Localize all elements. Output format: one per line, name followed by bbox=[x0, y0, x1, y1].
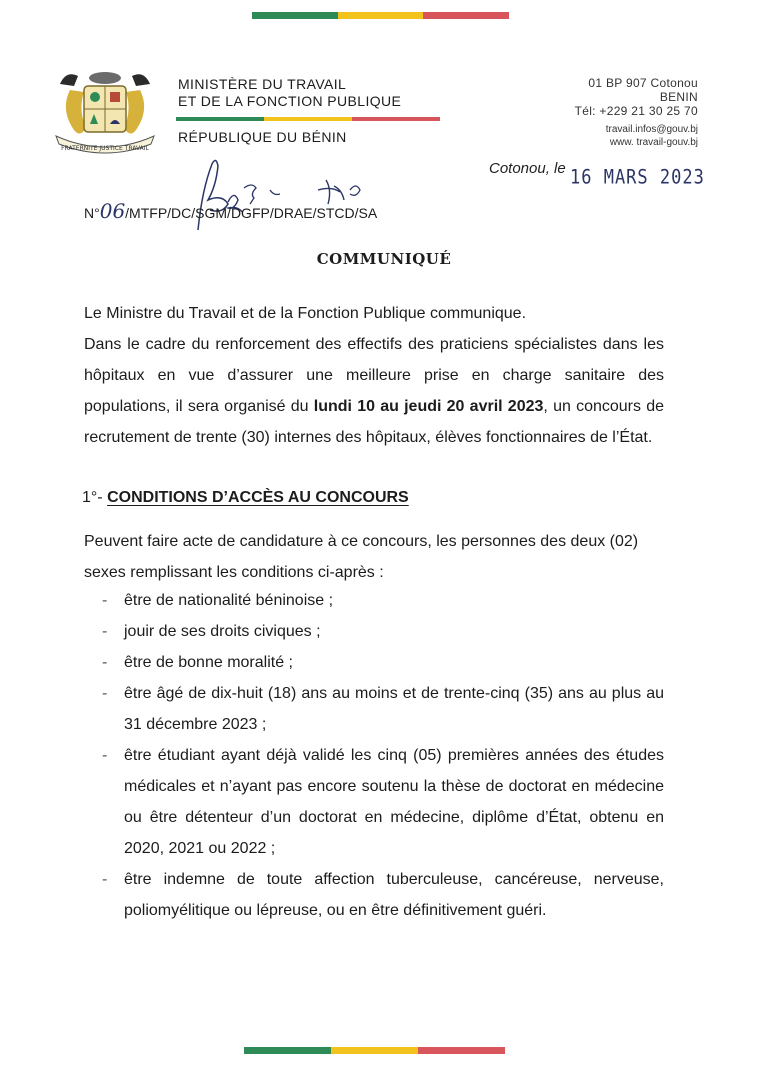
date-prefix: Cotonou, le bbox=[489, 160, 566, 177]
paragraph-before: Dans le cadre du renforcement des effectifs des praticiens spécialistes dans les hôpitaux en vue d’assurer une meilleure prise en charge sanitaire des populations, il sera organisé du bbox=[84, 336, 664, 415]
conditions-intro: Peuvent faire acte de candidature à ce concours, les personnes des deux (02) sexes remplissant les conditions ci-après : bbox=[84, 533, 639, 581]
ministry-color-rule bbox=[176, 117, 440, 121]
contact-block bbox=[575, 76, 698, 118]
intro-line: Le Ministre du Travail et de la Fonction Publique communique. bbox=[84, 305, 527, 322]
condition-text: être indemne de toute affection tuberculeuse, cancéreuse, nerveuse, poliomyélitique ou lépreuse, ou en être définitivement guéri. bbox=[124, 871, 664, 919]
list-marker: - bbox=[102, 747, 108, 764]
flag-band-bottom bbox=[244, 1047, 505, 1054]
flag-band-top bbox=[252, 12, 509, 19]
condition-text: être de bonne moralité ; bbox=[124, 654, 293, 671]
list-marker: - bbox=[102, 592, 108, 609]
paragraph-after: , un concours de recrutement de trente (30) internes des hôpitaux, élèves fonctionnaires de l’État. bbox=[84, 398, 665, 446]
conditions-list bbox=[84, 585, 664, 926]
contact-phone: Tél: +229 21 30 25 70 bbox=[574, 104, 698, 118]
list-marker: - bbox=[102, 623, 108, 640]
section-number: 1°- bbox=[82, 489, 103, 506]
list-marker: - bbox=[102, 871, 108, 888]
condition-text: être étudiant ayant déjà validé les cinq (05) premières années des études médicales et n’ayant pas encore soutenu la thèse de doctorat en médecine ou être détenteur d’un doctorat en médecine, diplôme d’État, obtenu en 2020, 2021 ou 2022 ; bbox=[124, 747, 664, 857]
reference-suffix: /MTFP/DC/SGM/DGFP/DRAE/STCD/SA bbox=[125, 205, 378, 221]
condition-text: être de nationalité béninoise ; bbox=[124, 592, 334, 609]
contact-country: BENIN bbox=[659, 90, 698, 104]
section-title: CONDITIONS D’ACCÈS AU CONCOURS bbox=[107, 489, 409, 506]
list-item bbox=[84, 740, 664, 864]
list-item bbox=[84, 678, 664, 740]
handwritten-initials bbox=[180, 150, 410, 240]
reference-handwritten-number: 06 bbox=[99, 199, 126, 223]
document-title: COMMUNIQUÉ bbox=[316, 250, 452, 268]
benin-coat-of-arms-icon bbox=[50, 64, 160, 156]
ministry-line2: ET DE LA FONCTION PUBLIQUE bbox=[178, 93, 402, 109]
condition-text: être âgé de dix-huit (18) ans au moins et de trente-cinq (35) ans au plus au 31 décembre 2023 ; bbox=[124, 685, 664, 733]
condition-text: jouir de ses droits civiques ; bbox=[124, 623, 321, 640]
contact-email: travail.infos@gouv.bj bbox=[605, 124, 698, 135]
republic-name: RÉPUBLIQUE DU BÉNIN bbox=[178, 129, 347, 145]
list-item bbox=[84, 585, 664, 616]
ministry-line1: MINISTÈRE DU TRAVAIL bbox=[178, 76, 347, 92]
main-paragraph bbox=[84, 329, 664, 453]
contact-address: 01 BP 907 Cotonou bbox=[588, 76, 698, 90]
list-item bbox=[84, 616, 664, 647]
date-stamp: 16 MARS 2023 bbox=[570, 166, 705, 189]
list-marker: - bbox=[102, 654, 108, 671]
contact-web-block bbox=[606, 123, 698, 149]
list-marker: - bbox=[102, 685, 108, 702]
ministry-name bbox=[178, 76, 401, 110]
svg-text:FRATERNITE JUSTICE TRAVAIL: FRATERNITE JUSTICE TRAVAIL bbox=[61, 145, 149, 152]
list-item bbox=[84, 864, 664, 926]
reference-number bbox=[84, 199, 377, 223]
list-item bbox=[84, 647, 664, 678]
paragraph-dates: lundi 10 au jeudi 20 avril 2023 bbox=[313, 398, 544, 415]
contact-website: www. travail-gouv.bj bbox=[609, 137, 698, 148]
section-heading bbox=[82, 489, 409, 507]
reference-prefix: N° bbox=[84, 205, 100, 221]
